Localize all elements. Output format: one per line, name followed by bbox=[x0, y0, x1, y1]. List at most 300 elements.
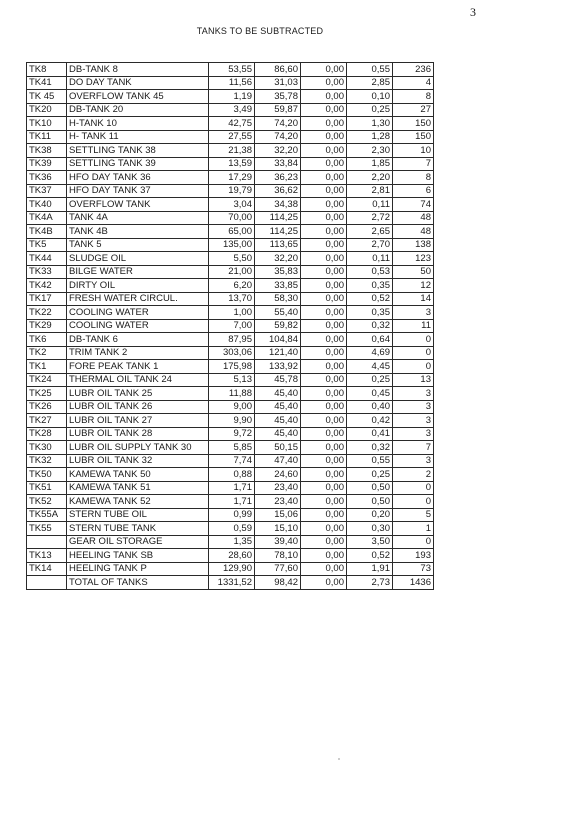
tank-code-cell: TK20 bbox=[27, 103, 67, 117]
table-row bbox=[27, 535, 434, 549]
table-row bbox=[27, 130, 434, 144]
value-col-3-cell: 0,00 bbox=[301, 387, 347, 401]
value-col-1-cell: 5,50 bbox=[209, 252, 255, 266]
tank-code-cell: TK1 bbox=[27, 360, 67, 374]
value-col-2-cell: 39,40 bbox=[255, 535, 301, 549]
table-row bbox=[27, 427, 434, 441]
tank-code-cell: TK29 bbox=[27, 319, 67, 333]
value-col-2-cell: 34,38 bbox=[255, 198, 301, 212]
value-col-1-cell: 1,00 bbox=[209, 306, 255, 320]
value-col-4-cell: 4,69 bbox=[347, 346, 393, 360]
value-col-2-cell: 50,15 bbox=[255, 441, 301, 455]
value-col-1-cell: 9,00 bbox=[209, 400, 255, 414]
value-col-4-cell: 2,81 bbox=[347, 184, 393, 198]
value-col-5-cell: 0 bbox=[393, 333, 434, 347]
tank-code-cell: TK25 bbox=[27, 387, 67, 401]
value-col-4-cell: 0,52 bbox=[347, 549, 393, 563]
value-col-1-cell: 65,00 bbox=[209, 225, 255, 239]
value-col-3-cell: 0,00 bbox=[301, 441, 347, 455]
value-col-1-cell: 7,00 bbox=[209, 319, 255, 333]
value-col-2-cell: 113,65 bbox=[255, 238, 301, 252]
tank-name-cell: BILGE WATER bbox=[67, 265, 209, 279]
value-col-4-cell: 1,91 bbox=[347, 562, 393, 576]
tank-name-cell: COOLING WATER bbox=[67, 306, 209, 320]
value-col-5-cell: 236 bbox=[393, 63, 434, 77]
value-col-4-cell: 1,30 bbox=[347, 117, 393, 131]
tank-code-cell: TK32 bbox=[27, 454, 67, 468]
value-col-5-cell: 1 bbox=[393, 522, 434, 536]
value-col-5-cell: 3 bbox=[393, 306, 434, 320]
tank-code-cell: TK55A bbox=[27, 508, 67, 522]
value-col-3-cell: 0,00 bbox=[301, 522, 347, 536]
value-col-1-cell: 9,72 bbox=[209, 427, 255, 441]
table-row bbox=[27, 441, 434, 455]
value-col-5-cell: 193 bbox=[393, 549, 434, 563]
value-col-4-cell: 2,70 bbox=[347, 238, 393, 252]
table-row bbox=[27, 562, 434, 576]
value-col-2-cell: 15,06 bbox=[255, 508, 301, 522]
value-col-5-cell: 10 bbox=[393, 144, 434, 158]
value-col-4-cell: 0,55 bbox=[347, 63, 393, 77]
value-col-2-cell: 36,23 bbox=[255, 171, 301, 185]
value-col-1-cell: 70,00 bbox=[209, 211, 255, 225]
value-col-3-cell: 0,00 bbox=[301, 414, 347, 428]
value-col-2-cell: 78,10 bbox=[255, 549, 301, 563]
tank-code-cell: TK55 bbox=[27, 522, 67, 536]
tank-code-cell: TK44 bbox=[27, 252, 67, 266]
table-row bbox=[27, 63, 434, 77]
table-row bbox=[27, 198, 434, 212]
value-col-2-cell: 74,20 bbox=[255, 130, 301, 144]
value-col-3-cell: 0,00 bbox=[301, 144, 347, 158]
value-col-4-cell: 2,73 bbox=[347, 576, 393, 590]
value-col-3-cell: 0,00 bbox=[301, 481, 347, 495]
tank-code-cell: TK5 bbox=[27, 238, 67, 252]
table-row bbox=[27, 144, 434, 158]
table-row bbox=[27, 252, 434, 266]
table-row bbox=[27, 103, 434, 117]
value-col-3-cell: 0,00 bbox=[301, 198, 347, 212]
value-col-4-cell: 2,30 bbox=[347, 144, 393, 158]
value-col-2-cell: 55,40 bbox=[255, 306, 301, 320]
tank-name-cell: KAMEWA TANK 51 bbox=[67, 481, 209, 495]
value-col-3-cell: 0,00 bbox=[301, 346, 347, 360]
tank-name-cell: STERN TUBE TANK bbox=[67, 522, 209, 536]
value-col-3-cell: 0,00 bbox=[301, 265, 347, 279]
tank-code-cell: TK40 bbox=[27, 198, 67, 212]
value-col-2-cell: 114,25 bbox=[255, 211, 301, 225]
tank-name-cell: DO DAY TANK bbox=[67, 76, 209, 90]
value-col-4-cell: 0,20 bbox=[347, 508, 393, 522]
value-col-3-cell: 0,00 bbox=[301, 306, 347, 320]
value-col-1-cell: 42,75 bbox=[209, 117, 255, 131]
value-col-4-cell: 0,42 bbox=[347, 414, 393, 428]
value-col-1-cell: 28,60 bbox=[209, 549, 255, 563]
value-col-5-cell: 8 bbox=[393, 90, 434, 104]
value-col-3-cell: 0,00 bbox=[301, 90, 347, 104]
value-col-2-cell: 23,40 bbox=[255, 481, 301, 495]
tank-code-cell: TK51 bbox=[27, 481, 67, 495]
value-col-3-cell: 0,00 bbox=[301, 238, 347, 252]
value-col-1-cell: 6,20 bbox=[209, 279, 255, 293]
table-row bbox=[27, 495, 434, 509]
value-col-5-cell: 7 bbox=[393, 157, 434, 171]
tank-code-cell: TK27 bbox=[27, 414, 67, 428]
tank-name-cell: SLUDGE OIL bbox=[67, 252, 209, 266]
value-col-5-cell: 14 bbox=[393, 292, 434, 306]
tank-code-cell: TK6 bbox=[27, 333, 67, 347]
value-col-3-cell: 0,00 bbox=[301, 333, 347, 347]
tank-code-cell: TK10 bbox=[27, 117, 67, 131]
value-col-3-cell: 0,00 bbox=[301, 103, 347, 117]
value-col-4-cell: 0,52 bbox=[347, 292, 393, 306]
value-col-1-cell: 9,90 bbox=[209, 414, 255, 428]
value-col-1-cell: 53,55 bbox=[209, 63, 255, 77]
value-col-5-cell: 4 bbox=[393, 76, 434, 90]
value-col-1-cell: 11,88 bbox=[209, 387, 255, 401]
tank-code-cell: TK4B bbox=[27, 225, 67, 239]
value-col-4-cell: 2,85 bbox=[347, 76, 393, 90]
value-col-4-cell: 0,35 bbox=[347, 279, 393, 293]
value-col-1-cell: 7,74 bbox=[209, 454, 255, 468]
table-row bbox=[27, 265, 434, 279]
value-col-1-cell: 21,38 bbox=[209, 144, 255, 158]
value-col-1-cell: 5,85 bbox=[209, 441, 255, 455]
value-col-3-cell: 0,00 bbox=[301, 360, 347, 374]
value-col-1-cell: 3,49 bbox=[209, 103, 255, 117]
tank-name-cell: LUBR OIL TANK 28 bbox=[67, 427, 209, 441]
value-col-4-cell: 0,50 bbox=[347, 481, 393, 495]
value-col-4-cell: 0,41 bbox=[347, 427, 393, 441]
value-col-5-cell: 3 bbox=[393, 427, 434, 441]
tank-code-cell: TK11 bbox=[27, 130, 67, 144]
value-col-2-cell: 74,20 bbox=[255, 117, 301, 131]
value-col-1-cell: 13,70 bbox=[209, 292, 255, 306]
value-col-1-cell: 3,04 bbox=[209, 198, 255, 212]
tank-code-cell: TK37 bbox=[27, 184, 67, 198]
value-col-5-cell: 150 bbox=[393, 130, 434, 144]
value-col-1-cell: 0,59 bbox=[209, 522, 255, 536]
table-row bbox=[27, 481, 434, 495]
value-col-4-cell: 0,35 bbox=[347, 306, 393, 320]
value-col-1-cell: 5,13 bbox=[209, 373, 255, 387]
value-col-3-cell: 0,00 bbox=[301, 211, 347, 225]
value-col-4-cell: 0,40 bbox=[347, 400, 393, 414]
tank-code-cell bbox=[27, 576, 67, 590]
value-col-5-cell: 7 bbox=[393, 441, 434, 455]
value-col-3-cell: 0,00 bbox=[301, 535, 347, 549]
value-col-4-cell: 2,72 bbox=[347, 211, 393, 225]
table-row bbox=[27, 117, 434, 131]
table-row bbox=[27, 292, 434, 306]
value-col-5-cell: 123 bbox=[393, 252, 434, 266]
table-row bbox=[27, 508, 434, 522]
tank-code-cell: TK8 bbox=[27, 63, 67, 77]
tank-name-cell: FORE PEAK TANK 1 bbox=[67, 360, 209, 374]
tank-name-cell: HEELING TANK SB bbox=[67, 549, 209, 563]
value-col-5-cell: 48 bbox=[393, 225, 434, 239]
tank-name-cell: TANK 5 bbox=[67, 238, 209, 252]
tank-code-cell: TK38 bbox=[27, 144, 67, 158]
tank-name-cell: OVERFLOW TANK bbox=[67, 198, 209, 212]
value-col-5-cell: 8 bbox=[393, 171, 434, 185]
tank-code-cell: TK17 bbox=[27, 292, 67, 306]
tank-name-cell: KAMEWA TANK 52 bbox=[67, 495, 209, 509]
value-col-5-cell: 3 bbox=[393, 414, 434, 428]
tank-name-cell: LUBR OIL TANK 27 bbox=[67, 414, 209, 428]
value-col-5-cell: 3 bbox=[393, 400, 434, 414]
value-col-2-cell: 58,30 bbox=[255, 292, 301, 306]
tank-name-cell: HFO DAY TANK 36 bbox=[67, 171, 209, 185]
value-col-1-cell: 1,71 bbox=[209, 495, 255, 509]
tank-code-cell: TK33 bbox=[27, 265, 67, 279]
tank-code-cell: TK14 bbox=[27, 562, 67, 576]
value-col-4-cell: 0,11 bbox=[347, 198, 393, 212]
tank-code-cell: TK24 bbox=[27, 373, 67, 387]
value-col-2-cell: 86,60 bbox=[255, 63, 301, 77]
value-col-3-cell: 0,00 bbox=[301, 130, 347, 144]
value-col-4-cell: 0,11 bbox=[347, 252, 393, 266]
value-col-3-cell: 0,00 bbox=[301, 562, 347, 576]
tank-name-cell: TANK 4A bbox=[67, 211, 209, 225]
value-col-1-cell: 0,99 bbox=[209, 508, 255, 522]
table-row bbox=[27, 400, 434, 414]
table-row bbox=[27, 171, 434, 185]
value-col-3-cell: 0,00 bbox=[301, 400, 347, 414]
tank-name-cell: SETTLING TANK 38 bbox=[67, 144, 209, 158]
value-col-1-cell: 27,55 bbox=[209, 130, 255, 144]
page-title: TANKS TO BE SUBTRACTED bbox=[196, 26, 324, 36]
table-row bbox=[27, 76, 434, 90]
value-col-1-cell: 1,35 bbox=[209, 535, 255, 549]
value-col-3-cell: 0,00 bbox=[301, 76, 347, 90]
value-col-1-cell: 11,56 bbox=[209, 76, 255, 90]
tank-name-cell: H- TANK 11 bbox=[67, 130, 209, 144]
value-col-5-cell: 27 bbox=[393, 103, 434, 117]
table-row bbox=[27, 414, 434, 428]
value-col-3-cell: 0,00 bbox=[301, 171, 347, 185]
value-col-5-cell: 50 bbox=[393, 265, 434, 279]
tank-name-cell: SETTLING TANK 39 bbox=[67, 157, 209, 171]
tank-name-cell: HEELING TANK P bbox=[67, 562, 209, 576]
value-col-5-cell: 5 bbox=[393, 508, 434, 522]
table-row bbox=[27, 549, 434, 563]
value-col-5-cell: 0 bbox=[393, 481, 434, 495]
tank-name-cell: DIRTY OIL bbox=[67, 279, 209, 293]
tank-name-cell: DB-TANK 6 bbox=[67, 333, 209, 347]
value-col-5-cell: 1436 bbox=[393, 576, 434, 590]
value-col-2-cell: 59,87 bbox=[255, 103, 301, 117]
value-col-2-cell: 33,85 bbox=[255, 279, 301, 293]
value-col-3-cell: 0,00 bbox=[301, 184, 347, 198]
value-col-1-cell: 1331,52 bbox=[209, 576, 255, 590]
tank-name-cell: LUBR OIL TANK 26 bbox=[67, 400, 209, 414]
value-col-2-cell: 15,10 bbox=[255, 522, 301, 536]
tanks-table bbox=[26, 62, 434, 590]
table-row bbox=[27, 225, 434, 239]
value-col-1-cell: 1,71 bbox=[209, 481, 255, 495]
value-col-4-cell: 1,85 bbox=[347, 157, 393, 171]
value-col-5-cell: 0 bbox=[393, 346, 434, 360]
tank-code-cell: TK36 bbox=[27, 171, 67, 185]
tank-name-cell: TOTAL OF TANKS bbox=[67, 576, 209, 590]
value-col-4-cell: 0,25 bbox=[347, 103, 393, 117]
value-col-3-cell: 0,00 bbox=[301, 454, 347, 468]
value-col-4-cell: 0,30 bbox=[347, 522, 393, 536]
table-row bbox=[27, 90, 434, 104]
value-col-4-cell: 1,28 bbox=[347, 130, 393, 144]
tank-code-cell: TK30 bbox=[27, 441, 67, 455]
value-col-5-cell: 138 bbox=[393, 238, 434, 252]
tank-code-cell: TK42 bbox=[27, 279, 67, 293]
value-col-2-cell: 45,40 bbox=[255, 414, 301, 428]
value-col-4-cell: 0,45 bbox=[347, 387, 393, 401]
tank-name-cell: THERMAL OIL TANK 24 bbox=[67, 373, 209, 387]
value-col-5-cell: 3 bbox=[393, 454, 434, 468]
scan-speck bbox=[338, 758, 340, 760]
value-col-4-cell: 0,64 bbox=[347, 333, 393, 347]
value-col-5-cell: 48 bbox=[393, 211, 434, 225]
value-col-3-cell: 0,00 bbox=[301, 225, 347, 239]
table-row bbox=[27, 454, 434, 468]
tank-name-cell: COOLING WATER bbox=[67, 319, 209, 333]
tank-code-cell bbox=[27, 535, 67, 549]
table-row bbox=[27, 360, 434, 374]
value-col-3-cell: 0,00 bbox=[301, 319, 347, 333]
value-col-2-cell: 31,03 bbox=[255, 76, 301, 90]
value-col-2-cell: 45,78 bbox=[255, 373, 301, 387]
value-col-5-cell: 0 bbox=[393, 535, 434, 549]
tank-code-cell: TK4A bbox=[27, 211, 67, 225]
tank-name-cell: H-TANK 10 bbox=[67, 117, 209, 131]
value-col-4-cell: 2,65 bbox=[347, 225, 393, 239]
tank-code-cell: TK22 bbox=[27, 306, 67, 320]
value-col-5-cell: 0 bbox=[393, 360, 434, 374]
tank-name-cell: OVERFLOW TANK 45 bbox=[67, 90, 209, 104]
value-col-5-cell: 12 bbox=[393, 279, 434, 293]
value-col-3-cell: 0,00 bbox=[301, 373, 347, 387]
value-col-1-cell: 21,00 bbox=[209, 265, 255, 279]
tank-code-cell: TK2 bbox=[27, 346, 67, 360]
value-col-2-cell: 98,42 bbox=[255, 576, 301, 590]
value-col-4-cell: 3,50 bbox=[347, 535, 393, 549]
table-row bbox=[27, 346, 434, 360]
table-row bbox=[27, 522, 434, 536]
value-col-4-cell: 0,53 bbox=[347, 265, 393, 279]
value-col-1-cell: 1,19 bbox=[209, 90, 255, 104]
value-col-2-cell: 59,82 bbox=[255, 319, 301, 333]
value-col-2-cell: 45,40 bbox=[255, 387, 301, 401]
value-col-1-cell: 19,79 bbox=[209, 184, 255, 198]
value-col-5-cell: 0 bbox=[393, 495, 434, 509]
value-col-4-cell: 0,25 bbox=[347, 468, 393, 482]
tank-code-cell: TK13 bbox=[27, 549, 67, 563]
tank-code-cell: TK26 bbox=[27, 400, 67, 414]
value-col-1-cell: 303,06 bbox=[209, 346, 255, 360]
tank-name-cell: LUBR OIL TANK 32 bbox=[67, 454, 209, 468]
value-col-2-cell: 45,40 bbox=[255, 427, 301, 441]
table-row bbox=[27, 319, 434, 333]
tank-name-cell: HFO DAY TANK 37 bbox=[67, 184, 209, 198]
tank-rows bbox=[27, 63, 434, 590]
value-col-3-cell: 0,00 bbox=[301, 292, 347, 306]
value-col-2-cell: 35,83 bbox=[255, 265, 301, 279]
value-col-1-cell: 13,59 bbox=[209, 157, 255, 171]
value-col-1-cell: 87,95 bbox=[209, 333, 255, 347]
value-col-3-cell: 0,00 bbox=[301, 252, 347, 266]
value-col-5-cell: 11 bbox=[393, 319, 434, 333]
value-col-3-cell: 0,00 bbox=[301, 427, 347, 441]
value-col-2-cell: 32,20 bbox=[255, 252, 301, 266]
value-col-3-cell: 0,00 bbox=[301, 495, 347, 509]
value-col-4-cell: 4,45 bbox=[347, 360, 393, 374]
tank-name-cell: LUBR OIL SUPPLY TANK 30 bbox=[67, 441, 209, 455]
tank-code-cell: TK 45 bbox=[27, 90, 67, 104]
value-col-2-cell: 45,40 bbox=[255, 400, 301, 414]
value-col-3-cell: 0,00 bbox=[301, 63, 347, 77]
tank-name-cell: TRIM TANK 2 bbox=[67, 346, 209, 360]
tank-code-cell: TK41 bbox=[27, 76, 67, 90]
value-col-1-cell: 135,00 bbox=[209, 238, 255, 252]
value-col-2-cell: 104,84 bbox=[255, 333, 301, 347]
value-col-2-cell: 47,40 bbox=[255, 454, 301, 468]
value-col-1-cell: 129,90 bbox=[209, 562, 255, 576]
value-col-3-cell: 0,00 bbox=[301, 117, 347, 131]
tank-name-cell: KAMEWA TANK 50 bbox=[67, 468, 209, 482]
tank-name-cell: DB-TANK 20 bbox=[67, 103, 209, 117]
value-col-2-cell: 36,62 bbox=[255, 184, 301, 198]
table-row bbox=[27, 211, 434, 225]
value-col-3-cell: 0,00 bbox=[301, 468, 347, 482]
table-row bbox=[27, 279, 434, 293]
table-row bbox=[27, 373, 434, 387]
table-row bbox=[27, 468, 434, 482]
table-row bbox=[27, 387, 434, 401]
table-row bbox=[27, 333, 434, 347]
value-col-1-cell: 175,98 bbox=[209, 360, 255, 374]
value-col-4-cell: 0,50 bbox=[347, 495, 393, 509]
value-col-2-cell: 24,60 bbox=[255, 468, 301, 482]
value-col-2-cell: 32,20 bbox=[255, 144, 301, 158]
value-col-2-cell: 23,40 bbox=[255, 495, 301, 509]
value-col-4-cell: 0,32 bbox=[347, 441, 393, 455]
value-col-5-cell: 73 bbox=[393, 562, 434, 576]
value-col-2-cell: 133,92 bbox=[255, 360, 301, 374]
value-col-1-cell: 17,29 bbox=[209, 171, 255, 185]
tank-name-cell: FRESH WATER CIRCUL. bbox=[67, 292, 209, 306]
value-col-5-cell: 3 bbox=[393, 387, 434, 401]
table-row bbox=[27, 306, 434, 320]
value-col-3-cell: 0,00 bbox=[301, 279, 347, 293]
tank-name-cell: TANK 4B bbox=[67, 225, 209, 239]
value-col-5-cell: 150 bbox=[393, 117, 434, 131]
table-row bbox=[27, 184, 434, 198]
value-col-4-cell: 0,25 bbox=[347, 373, 393, 387]
value-col-4-cell: 0,55 bbox=[347, 454, 393, 468]
tank-name-cell: STERN TUBE OIL bbox=[67, 508, 209, 522]
value-col-4-cell: 0,10 bbox=[347, 90, 393, 104]
value-col-2-cell: 114,25 bbox=[255, 225, 301, 239]
tank-code-cell: TK28 bbox=[27, 427, 67, 441]
tank-code-cell: TK39 bbox=[27, 157, 67, 171]
tank-name-cell: LUBR OIL TANK 25 bbox=[67, 387, 209, 401]
value-col-2-cell: 77,60 bbox=[255, 562, 301, 576]
tank-name-cell: GEAR OIL STORAGE bbox=[67, 535, 209, 549]
tank-code-cell: TK52 bbox=[27, 495, 67, 509]
value-col-5-cell: 13 bbox=[393, 373, 434, 387]
value-col-3-cell: 0,00 bbox=[301, 508, 347, 522]
value-col-2-cell: 33,84 bbox=[255, 157, 301, 171]
